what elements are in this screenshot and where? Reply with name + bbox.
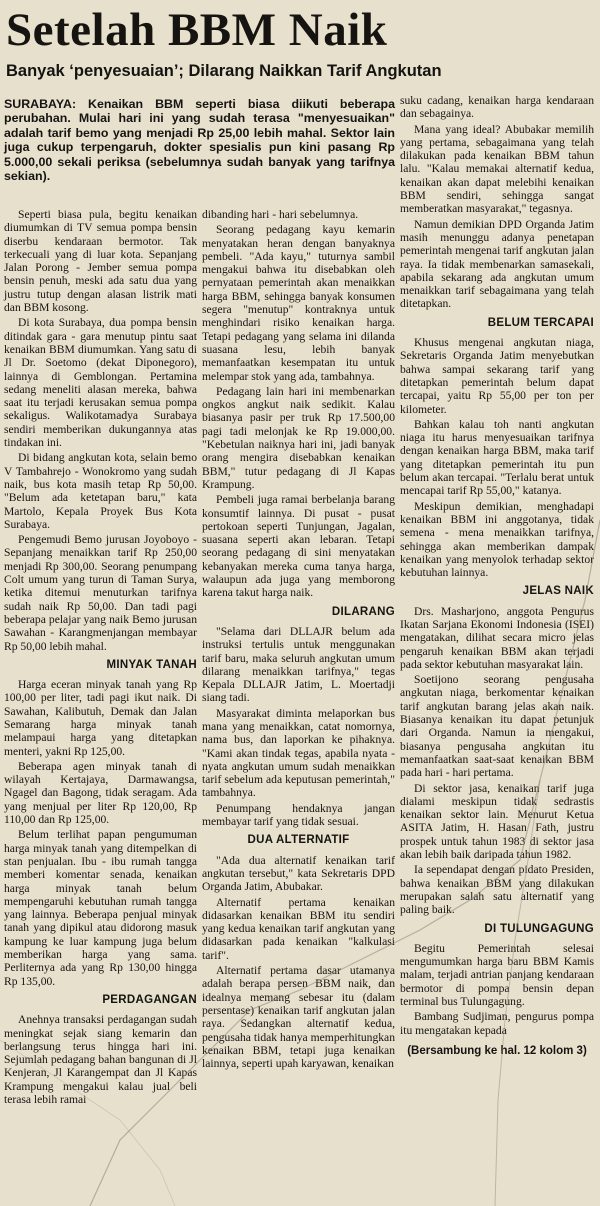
paragraph: Penumpang hendaknya jangan membayar tarif yang tidak sesuai. xyxy=(202,801,395,829)
paragraph: Beberapa agen minyak tanah di wilayah Kertajaya, Darmawangsa, Ngagel dan Bagong, tidak seragam. Ada yang menjual per liter Rp 120,00, Rp 110,00 dan Rp 125,00. xyxy=(4,759,197,827)
section-heading: MINYAK TANAH xyxy=(106,658,197,671)
paragraph: Drs. Masharjono, anggota Pengurus Ikatan Sarjana Ekonomi Indonesia (ISEI) mengatakan, dilihat secara micro jelas pengaruh kenaikan BBM akan terjadi pada sektor kebutuhan masyarakat lain. xyxy=(400,604,594,671)
paragraph: Pengemudi Bemo jurusan Joyoboyo - Sepanjang menaikkan tarif Rp 250,00 menjadi Rp 300,00. Seorang penumpang Colt umum yang turun di Taman Surya, ketika ditemui menuturkan tarifnya sudah naik Rp 50,00. Dan tadi pagi beberapa pelajar yang naik Bemo jurusan Sawahan - Karangmenjangan membayar Rp 50,00 lebih mahal. xyxy=(4,533,197,653)
paragraph: Soetijono seorang pengusaha angkutan niaga, berkomentar kenaikan tarif angkutan barang jelas akan naik. Biasanya kenaikan itu dapat petunjuk dari Organda. Namun ia mengakui, biasanya pengusaha angkutan itu memanfaatkan saat-saat kenaikan BBM pada hari - hari pertama. xyxy=(400,673,594,780)
continuation-note: (Bersambung ke hal. 12 kolom 3) xyxy=(407,1044,587,1057)
paragraph: Ia sependapat dengan pidato Presiden, bahwa kenaikan BBM yang dilakukan merupakan salah satu alternatif yang paling baik. xyxy=(400,863,594,917)
paragraph: Alternatif pertama kenaikan didasarkan kenaikan BBM itu sendiri yang kedua kenaikan tarif angkutan yang didasarkan pada kenaikan "kalkulasi tarif". xyxy=(202,895,395,962)
paragraph: Di kota Surabaya, dua pompa bensin ditindak gara - gara menutup pintu saat kenaikan BBM diumumkan. Yang satu di Jl Dr. Soetomo (dekat Diponegoro), lainnya di Gemblongan. Pertamina sedang meneliti alasan mereka, bahwa saat itu terjadi kerusakan semua pompa sekaligus. Walikotamadya Surabaya sendiri memberikan dukungannya atas tindakan ini. xyxy=(4,316,197,450)
paragraph: Alternatif pertama dasar utamanya adalah berapa persen BBM naik, dan idealnya memang sebesar itu (dalam persentase) kenaikan tarif angkutan jalan raya. Sedangkan alternatif kedua, pengusaha tidak hanya memperhitungkan kenaikan BBM, tetapi juga kenaikan lainnya, seperti upah karyawan, kenaikan xyxy=(202,964,395,1071)
section-heading: DUA ALTERNATIF xyxy=(247,834,350,847)
paragraph: Pedagang lain hari ini membenarkan ongkos angkut naik sedikit. Kalau biasanya pasir per truk Rp 17.500,00 pagi tadi melonjak ke Rp 19.000,00. "Kebetulan naiknya hari ini, jadi banyak orang mengira disebabkan kenaikan BBM," tutur pedagang di Jl Kapas Krampung. xyxy=(202,384,395,491)
paragraph: suku cadang, kenaikan harga kendaraan dan sebagainya. xyxy=(400,94,594,121)
paragraph: Bahkan kalau toh nanti angkutan niaga itu harus menyesuaikan tarifnya dengan kenaikan harga BBM, maka tarif yang ditetapkan pemerintah itu pun belum akan tercapai. "Terlalu berat untuk mencapai tarif Rp 55,00," katanya. xyxy=(400,417,594,498)
section-heading: BELUM TERCAPAI xyxy=(487,316,594,329)
section-heading: DILARANG xyxy=(331,605,395,618)
paragraph: Harga eceran minyak tanah yang Rp 100,00 per liter, tadi pagi ikut naik. Di Sawahan, Kalibutuh, Demak dan Jalan Semarang harga minyak tanah melampaui harga yang ditetapkan menteri, yakni Rp 125,00. xyxy=(4,678,197,758)
paragraph: "Selama dari DLLAJR belum ada instruksi tertulis untuk menggunakan tarif baru, maka seluruh angkutan umum dilarang menaikkan tarifnya," tegas Kepala DLLAJR Jatim, L. Moertadji siang tadi. xyxy=(202,624,395,705)
column-2 xyxy=(202,208,395,1072)
paragraph: Pembeli juga ramai berbelanja barang konsumtif lainnya. Di pusat - pusat pertokoan seperti Tunjungan, Jagalan, suasana seperti akan lebaran. Tetapi seorang pedagang di sini menyatakan kebanyakan mereka cuma tanya harga, walaupun ada juga yang memborong karena takut harga naik. xyxy=(202,493,395,600)
paragraph: Begitu Pemerintah selesai mengumumkan harga baru BBM Kamis malam, terjadi antrian panjang kendaraan bermotor di pompa bensin depan terminal bus Tulungagung. xyxy=(400,941,594,1008)
paragraph: Di sektor jasa, kenaikan tarif juga dialami meskipun tidak sedrastis kenaikan sektor lain. Menurut Ketua ASITA Jatim, H. Hasan Fath, justru prospek untuk tahun 1983 di sektor jasa akan lebih baik daripada tahun 1982. xyxy=(400,781,594,862)
paragraph: Mana yang ideal? Abubakar memilih yang pertama, sebagaimana yang telah dilakukan pada kenaikan BBM tahun lalu. "Kalau memakai alternatif kedua, kenaikan akan dapat melebihi kenaikan BBM sendiri, sehingga sangat memberatkan masyarakat," tegasnya. xyxy=(400,122,594,216)
lede-paragraph: SURABAYA: Kenaikan BBM seperti biasa diikuti beberapa perubahan. Mulai hari ini yang sudah terasa "menyesuaikan" adalah tarif bemo yang menjadi Rp 25,00 lebih mahal. Sektor lain juga cukup terpengaruh, dokter spesialis pun kini pasang Rp 5.000,00 sekali periksa (sebelumnya sudah banyak yang tarifnya sekian). xyxy=(4,97,395,184)
paragraph: Masyarakat diminta melaporkan bus mana yang menaikkan, catat nomornya, nama bus, dan laporkan ke pihaknya. "Kami akan tindak tegas, apabila nyata - nyata angkutan umum sudah menaikkan tarif sebelum ada keputusan pemerintah," tambahnya. xyxy=(202,706,395,800)
paragraph: Belum terlihat papan pengumuman harga minyak tanah yang ditempelkan di stan penjualan. Ibu - ibu rumah tangga memberi komentar senada, kenaikan harga minyak tanah belum mempengaruhi kebutuhan rumah tangga yang lainnya. Beberapa penjual minyak tanah yang dipikul atau didorong masuk kampung ke luar kampung juga belum memberikan harga yang sama. Perliternya ada yang Rp 130,00 hingga Rp 135,00. xyxy=(4,828,197,988)
section-heading: PERDAGANGAN xyxy=(102,993,197,1006)
column-3 xyxy=(400,94,594,1058)
section-heading: JELAS NAIK xyxy=(522,585,594,598)
headline: Setelah BBM Naik xyxy=(6,4,388,56)
paragraph: Seperti biasa pula, begitu kenaikan diumumkan di TV semua pompa bensin diserbu kendaraan bermotor. Tak terkecuali yang di luar kota. Sepanjang Jalan Porong - Jember semua pompa bensin penuh, meski ada satu dua yang justru tutup dengan alasan listrik mati dan BBM kosong. xyxy=(4,208,197,315)
paragraph: Anehnya transaksi perdagangan sudah meningkat sejak siang kemarin dan berlangsung terus hingga hari ini. Sejumlah pedagang bahan bangunan di Jl Kenjeran, Jl Karangempat dan Jl Kapas Krampung mengakui kalau jual beli terasa lebih ramai xyxy=(4,1013,197,1106)
subheadline: Banyak ‘penyesuaian’; Dilarang Naikkan Tarif Angkutan xyxy=(6,62,442,80)
column-1 xyxy=(4,208,197,1108)
paragraph: "Ada dua alternatif kenaikan tarif angkutan tersebut," kata Sekretaris DPD Organda Jatim, Abubakar. xyxy=(202,853,395,894)
paragraph: Meskipun demikian, menghadapi kenaikan BBM ini anggotanya, tidak semena - mena menaikkan tarifnya, sehingga akan memberikan dampak kenaikan yang menyolok terhadap sektor kebutuhan lainnya. xyxy=(400,499,594,580)
paragraph: Bambang Sudjiman, pengurus pompa itu mengatakan kepada xyxy=(400,1010,594,1037)
paragraph: Di bidang angkutan kota, selain bemo V Tambahrejo - Wonokromo yang sudah naik, bus kota masih tetap Rp 50,00. "Belum ada ketetapan baru," kata Martolo, Kepala Proyek Bus Kota Surabaya. xyxy=(4,451,197,531)
paragraph: Namun demikian DPD Organda Jatim masih menunggu adanya penetapan pemerintah mengenai tarif angkutan jalan raya. Ia tidak membenarkan samasekali, apabila sekarang ada angkutan umum menaikkan tarif sebagaimana yang telah ditetapkan. xyxy=(400,217,594,311)
paragraph: dibanding hari - hari sebelumnya. xyxy=(202,208,359,221)
section-heading: DI TULUNGAGUNG xyxy=(484,922,594,935)
paragraph: Seorang pedagang kayu kemarin menyatakan heran dengan banyaknya pembeli. "Ada kayu," tuturnya sambil mengakui bahwa itu disebabkan oleh pernyataan pemerintah akan menaikkan harga BBM, sehingga banyak konsumen segera "menutup" kontraknya untuk menghindari risiko kenaikan harga. Tetapi pedagang yang selama ini dilanda suasana lesu, lebih banyak memanfaatkan kesempatan itu untuk melempar stok yang ada, tambahnya. xyxy=(202,223,395,383)
paragraph: Khusus mengenai angkutan niaga, Sekretaris Organda Jatim menyebutkan bahwa sampai sekarang tarif yang ditetapkan pemerintah belum dapat tercapai, yaitu Rp 55,00 per ton per kilometer. xyxy=(400,336,594,416)
